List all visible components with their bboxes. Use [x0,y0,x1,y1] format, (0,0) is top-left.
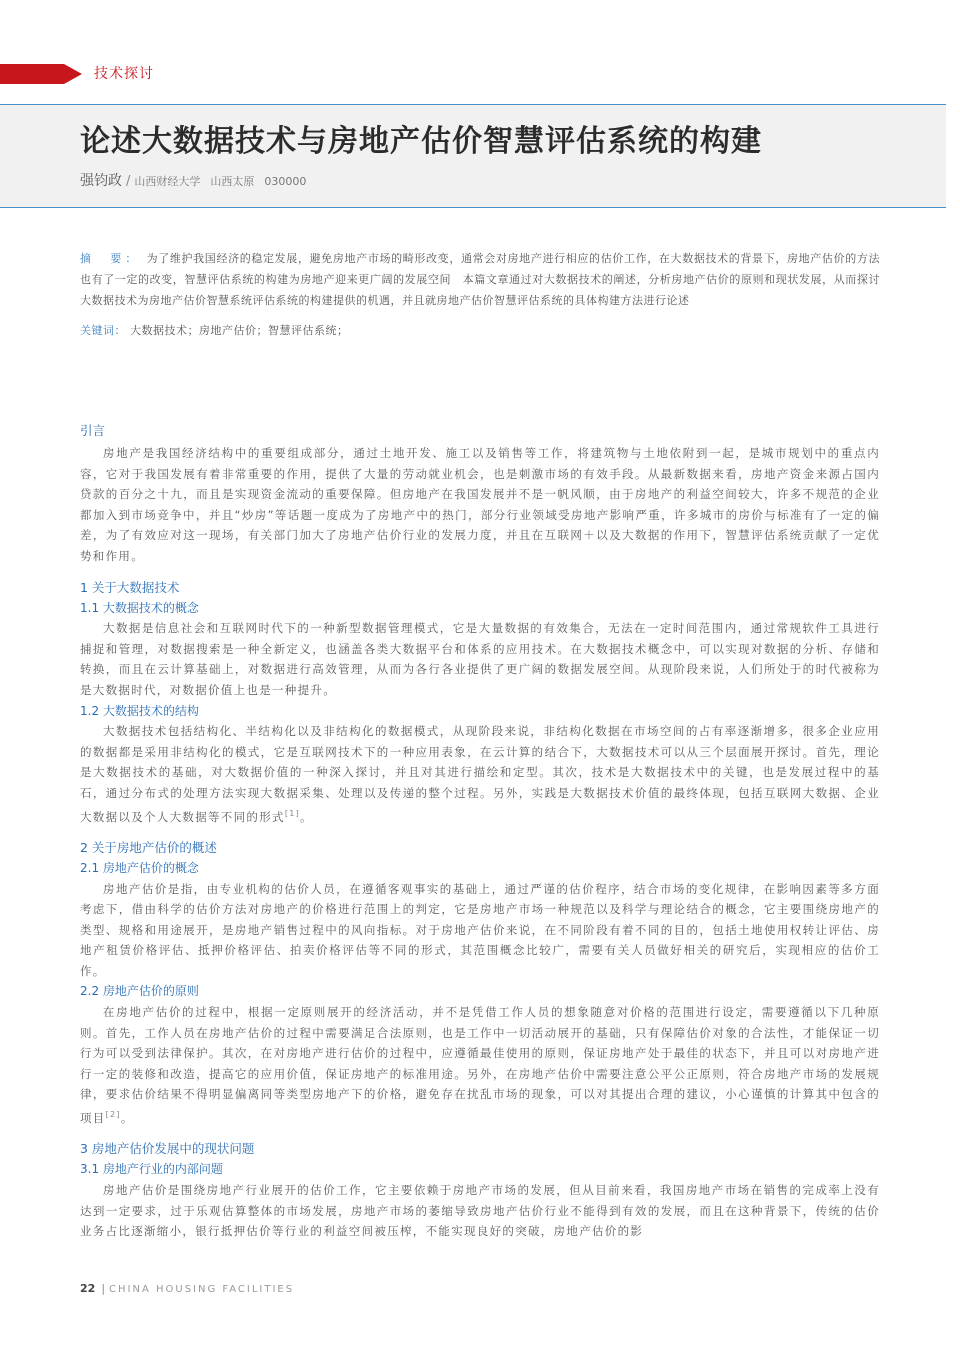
abstract-label: 摘 要： [80,252,141,265]
paragraph-section-2-2: 在房地产估价的过程中，根据一定原则展开的经济活动，并不是凭借工作人员的想象随意对价格的范围进行设定，需要遵循以下几种原则。首先，工作人员在房地产估价的过程中需要满足合法原则，也是工作中一切活动展开的基础，只有保障估价对象的合法性，才能保证一切行为可以受到法律保护。其次，在对房地产进行估价的过程中，应遵循最佳使用的原则，保证房地产处于最佳的状态下，并且可以对房地产进行一定的装修和改造，提高它的应用价值，保证房地产的标准用途。另外，在房地产估价中需要注意公平公正原则，符合房地产市场的发展规律，要求估价结果不得明显偏离同等类型房地产下的价格，避免存在扰乱市场的现象，可以对其提出合理的建议，小心谨慎的计算其中包含的项目[2]。 [80,1005,880,1125]
abstract [80,248,880,311]
heading-section-3-1: 3.1 房地产行业的内部问题 [80,1162,223,1177]
heading-section-2-1: 2.1 房地产估价的概念 [80,860,199,875]
city: 山西太原 [210,175,255,188]
article-title: 论述大数据技术与房地产估价智慧评估系统的构建 [80,124,762,159]
heading-section-1-1: 1.1 大数据技术的概念 [80,600,199,615]
heading-section-2: 2 关于房地产估价的概述 [80,839,217,855]
paragraph-section-2-1: 房地产估价是指，由专业机构的估价人员，在遵循客观事实的基础上，通过严谨的估价程序，结合市场的变化规律，在影响因素等多方面考虑下，借由科学的估价方法对房地产的价格进行范围上的判定，它是房地产市场一种规范以及科学与理论结合的概念，它主要围绕房地产的类型、规格和用途展开，是房地产销售过程中的风向指标。对于房地产估价来说，在不同阶段有着不同的目的，包括土地使用权转让评估、房地产租赁价格评估、抵押价格评估、拍卖价格评估等不同的形式，其范围概念比较广，需要有关人员做好相关的研究后，实现相应的估价工作。 [80,881,880,978]
heading-section-1: 1 关于大数据技术 [80,579,180,595]
paragraph-section-1-1: 大数据是信息社会和互联网时代下的一种新型数据管理模式，它是大量数据的有效集合，无法在一定时间范围内，通过常规软件工具进行捕捉和管理，对数据搜索是一种全新定义，也涵盖各类大数据平台和体系的应用技术。在大数据技术概念中，可以实现对数据的分析、存储和转换，而且在云计算基础上，对数据进行高效管理，从而为各行各业提供了更广阔的数据发展空间。从现阶段来说，人们所处于的时代被称为是大数据时代，对数据价值上也是一种提升。 [80,621,880,697]
page-footer: 22 | CHINA HOUSING FACILITIES [80,1282,295,1295]
paragraph-section-1-2: 大数据技术包括结构化、半结构化以及非结构化的数据模式，从现阶段来说，非结构化数据在市场空间的占有率逐渐增多，很多企业应用的数据都是采用非结构化的模式，它是互联网技术下的一种应用表象，在云计算的结合下，大数据技术可以从三个层面展开探讨。首先，理论是大数据技术的基础，对大数据价值的一种深入探讨，并且对其进行描绘和定型。其次，技术是大数据技术中的关键，也是发展过程中的基石，通过分布式的处理方法实现大数据采集、处理以及传递的整个过程。另外，实践是大数据技术价值的最终体现，包括互联网大数据、企业大数据以及个人大数据等不同的形式[1]。 [80,724,880,824]
journal-name: CHINA HOUSING FACILITIES [109,1284,295,1295]
author-name: 强钧政 [80,173,122,189]
heading-section-2-2: 2.2 房地产估价的原则 [80,984,199,999]
citation-ref: [2] [105,1110,121,1120]
paragraph-section-3-1: 房地产估价是围绕房地产行业展开的估价工作，它主要依赖于房地产市场的发展，但从目前来看，我国房地产市场在销售的完成率上没有达到一定要求，过于乐观估算整体的市场发展，房地产市场的萎缩导致房地产估价行业不能得到有效的发展，而且在这种背景下，传统的估价业务占比逐渐缩小，银行抵押估价等行业的利益空间被压榨，不能实现良好的突破，房地产估价的影 [80,1183,880,1239]
heading-section-1-2: 1.2 大数据技术的结构 [80,703,199,718]
keywords-text: 大数据技术；房地产估价；智慧评估系统； [130,324,349,337]
section-tag [0,60,960,90]
article-body [80,420,880,1242]
heading-section-3: 3 房地产估价发展中的现状问题 [80,1141,255,1157]
section-tag-label: 技术探讨 [94,66,154,82]
heading-intro: 引言 [80,423,106,438]
keywords-label: 关键词： [80,324,126,337]
keywords [80,322,880,338]
postcode: 030000 [264,175,307,188]
page-number: 22 [80,1282,96,1295]
paragraph-intro: 房地产是我国经济结构中的重要组成部分，通过土地开发、施工以及销售等工作，将建筑物与土地依附到一起，是城市规划中的重点内容，它对于我国发展有着非常重要的作用，提供了大量的劳动就业机会，也是刺激市场的有效手段。从最新数据来看，房地产资金来源占国内贷款的百分之十九，而且是实现资金流动的重要保障。但房地产在我国发展并不是一帆风顺，由于房地产的利益空间较大，许多不规范的企业都加入到市场竞争中，并且“炒房”等话题一度成为了房地产中的热门，部分行业领域受房地产影响严重，许多城市的房价与标准有了一定的偏差，为了有效应对这一现场，有关部门加大了房地产估价行业的发展力度，并且在互联网＋以及大数据的作用下，智慧评估系统贡献了一定优势和作用。 [80,446,880,563]
citation-ref: [1] [284,808,301,818]
affiliation: 山西财经大学 [134,175,201,188]
abstract-text: 为了维护我国经济的稳定发展，避免房地产市场的畸形改变，通常会对房地产进行相应的估价工作，在大数据技术的背景下，房地产估价的方法也有了一定的改变，智慧评估系统的构建为房地产迎来更广阔的发展空间 本篇文章通过对大数据技术的阐述，分析房地产估价的原则和现状发展，从而探讨大数据技术为房地产估价智慧系统评估系统的构建提供的机遇，并且就房地产估价智慧评估系统的具体构建方法进行论述 [80,252,880,307]
section-tag-arrow [0,64,82,84]
byline: 强钧政 / 山西财经大学 山西太原 030000 [80,173,307,189]
